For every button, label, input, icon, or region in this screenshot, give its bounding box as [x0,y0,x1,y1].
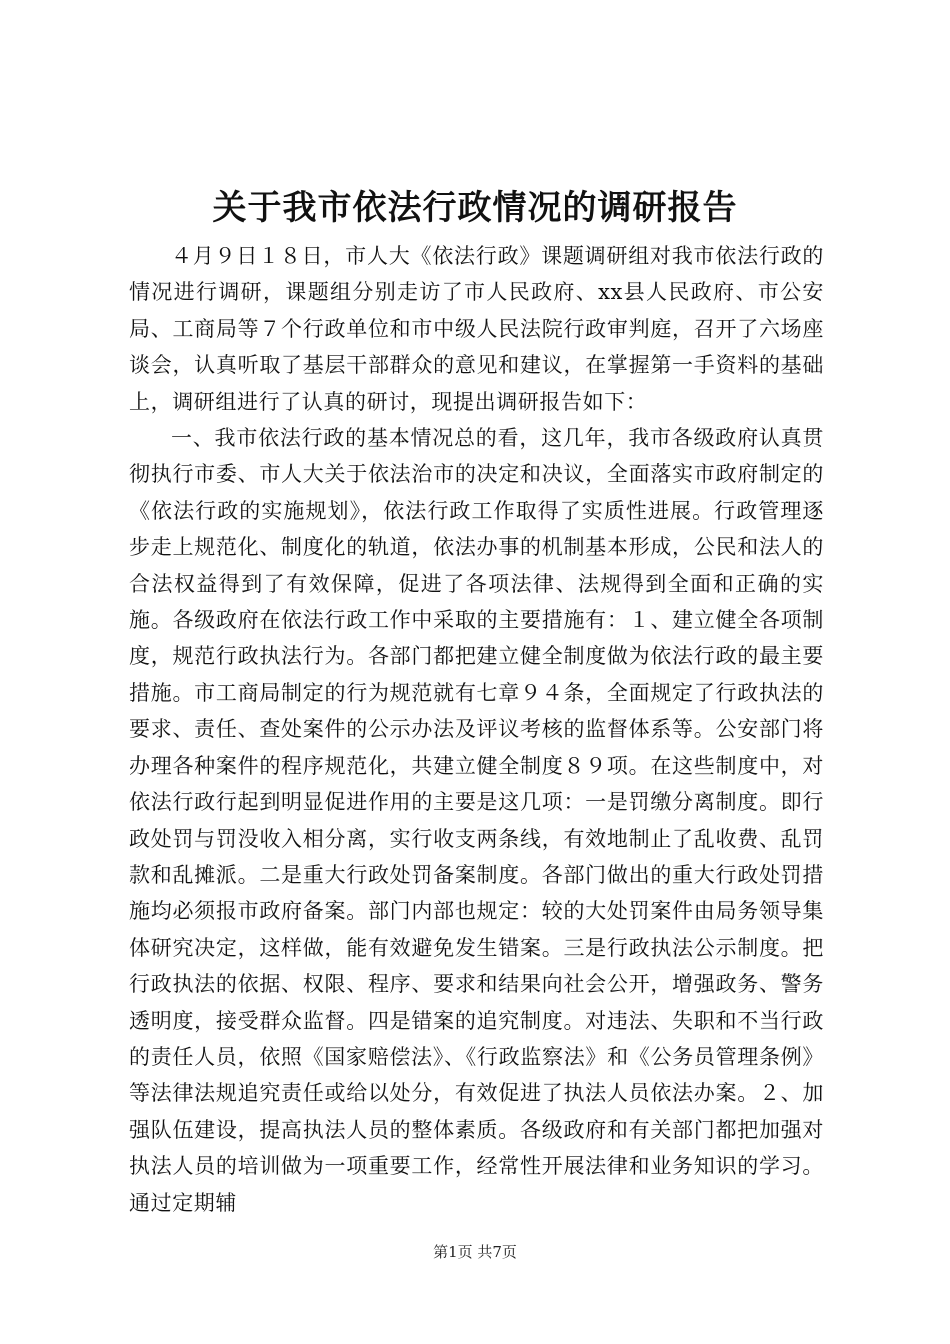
paragraph-section-one: 一、我市依法行政的基本情况总的看，这几年，我市各级政府认真贯彻执行市委、市人大关于依法治市的决定和决议，全面落实市政府制定的《依法行政的实施规划》，依法行政工作取得了实质性进展。行政管理逐步走上规范化、制度化的轨道，依法办事的机制基本形成，公民和法人的合法权益得到了有效保障，促进了各项法律、法规得到全面和正确的实施。各级政府在依法行政工作中采取的主要措施有：１、建立健全各项制度，规范行政执法行为。各部门都把建立健全制度做为依法行政的最主要措施。市工商局制定的行为规范就有七章９４条，全面规定了行政执法的要求、责任、查处案件的公示办法及评议考核的监督体系等。公安部门将办理各种案件的程序规范化，共建立健全制度８９项。在这些制度中，对依法行政行起到明显促进作用的主要是这几项：一是罚缴分离制度。即行政处罚与罚没收入相分离，实行收支两条线，有效地制止了乱收费、乱罚款和乱摊派。二是重大行政处罚备案制度。各部门做出的重大行政处罚措施均必须报市政府备案。部门内部也规定：较的大处罚案件由局务领导集体研究决定，这样做，能有效避免发生错案。三是行政执法公示制度。把行政执法的依据、权限、程序、要求和结果向社会公开，增强政务、警务透明度，接受群众监督。四是错案的追究制度。对违法、失职和不当行政的责任人员，依照《国家赔偿法》、《行政监察法》和《公务员管理条例》等法律法规追究责任或给以处分，有效促进了执法人员依法办案。２、加强队伍建设，提高执法人员的整体素质。各级政府和有关部门都把加强对执法人员的培训做为一项重要工作，经常性开展法律和业务知识的学习。通过定期辅 [129,426,824,1215]
page-number: 第1页 共7页 [433,1243,517,1261]
document-title: 关于我市依法行政情况的调研报告 [212,188,738,228]
document-body [129,238,824,1221]
paragraph-intro: ４月９日１８日，市人大《依法行政》课题调研组对我市依法行政的情况进行调研，课题组分别走访了市人民政府、xx县人民政府、市公安局、工商局等７个行政单位和市中级人民法院行政审判庭，召开了六场座谈会，认真听取了基层干部群众的意见和建议，在掌握第一手资料的基础上，调研组进行了认真的研讨，现提出调研报告如下： [129,244,824,414]
